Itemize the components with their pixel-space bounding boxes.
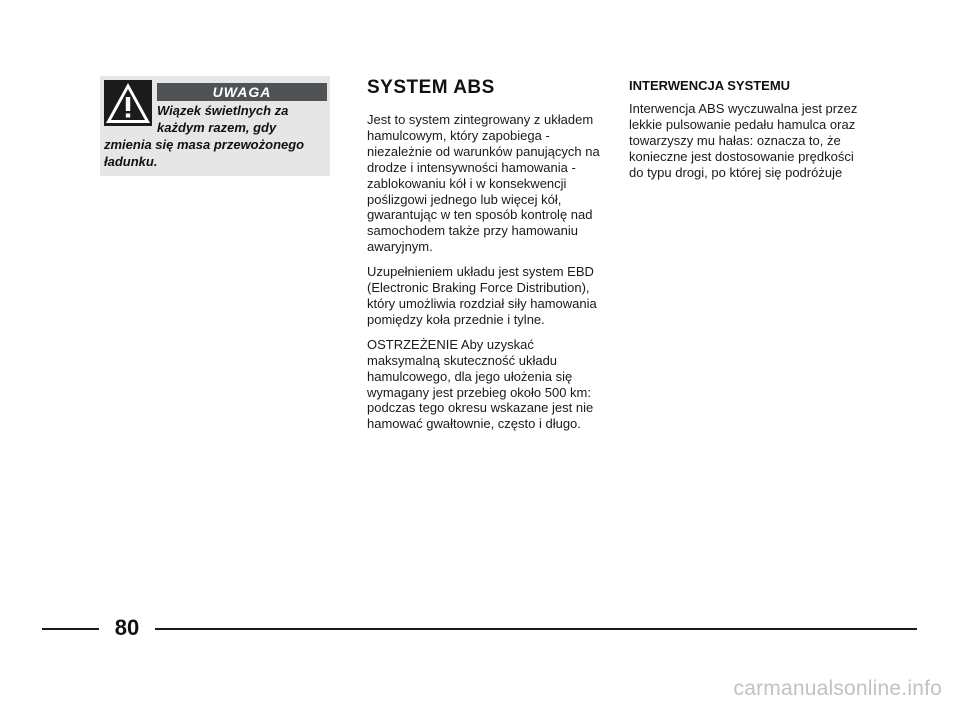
section-title-intervention: INTERWENCJA SYSTEMU <box>629 78 791 93</box>
abs-paragraph-1: Jest to system zintegrowany z układem hamulcowym, który zapobiega - niezależnie od warunków panujących na drodze i intensywności hamowania - zablokowaniu kół i w konsekwencji poślizgowi jednego lub więcej kół, gwarantując w ten sposób kontrolę nad samochodem także przy hamowaniu awaryjnym. <box>367 112 600 255</box>
warning-box <box>100 76 330 176</box>
footer-rule-left <box>42 628 99 630</box>
abs-paragraph-3: OSTRZEŻENIE Aby uzyskać maksymalną skuteczność układu hamulcowego, dla jego ułożenia się wymagany jest przebieg około 500 km: podczas tego okresu wskazane jest nie hamować gwałtownie, często i długo. <box>367 336 594 432</box>
page-number: 80 <box>114 615 140 640</box>
watermark: carmanualsonline.info <box>733 677 942 700</box>
abs-paragraph-2: Uzupełnieniem układu jest system EBD (Electronic Braking Force Distribution), który umożliwia rozdział siły hamowania pomiędzy koła przednie i tylne. <box>367 264 597 327</box>
warning-text <box>104 102 326 170</box>
warning-text-content: Wiązek świetlnych za każdym razem, gdy zmienia się masa przewożonego ładunku. <box>104 103 305 169</box>
section-title-abs: SYSTEM ABS <box>367 77 495 98</box>
intervention-paragraph: Interwencja ABS wyczuwalna jest przez lekkie pulsowanie pedału hamulca oraz towarzyszy mu hałas: oznacza to, że konieczne jest dostosowanie prędkości do typu drogi, po której się podróżuje <box>629 101 858 180</box>
abs-section <box>367 76 609 441</box>
footer-rule-right <box>155 628 917 630</box>
warning-header: UWAGA <box>157 83 327 101</box>
intervention-section <box>629 78 861 190</box>
